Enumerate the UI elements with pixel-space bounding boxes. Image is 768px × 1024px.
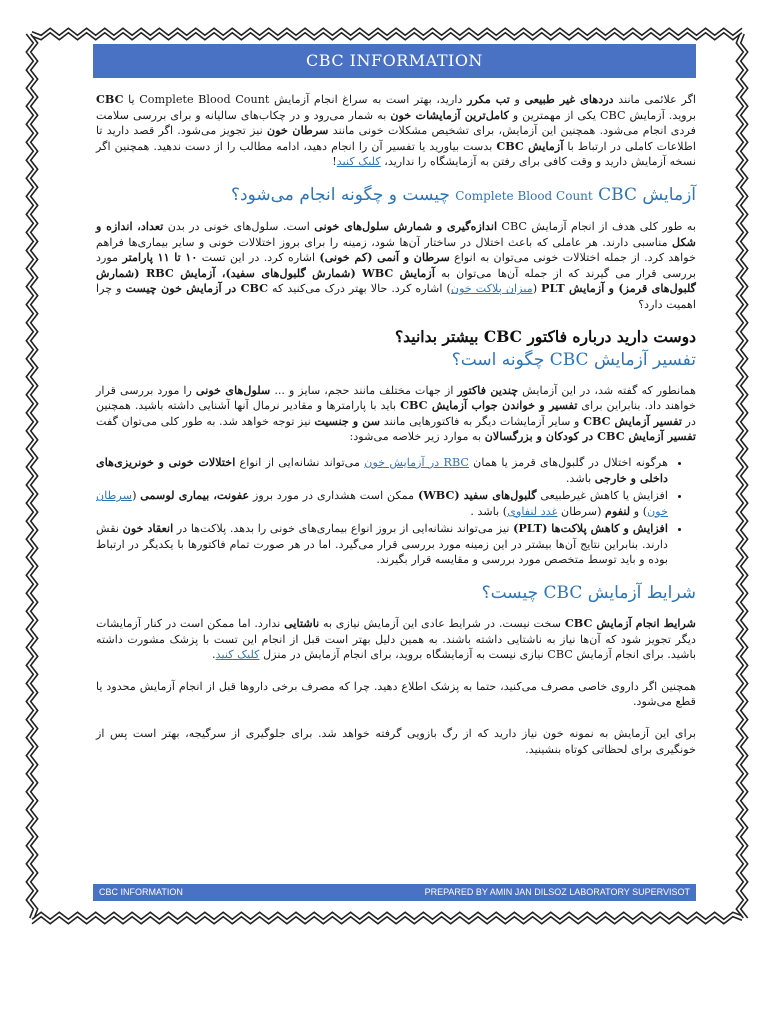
border-stroke (741, 34, 748, 918)
footer-right-text: PREPARED BY AMIN JAN DILSOZ LABORATORY SUPERVISOT (424, 887, 690, 897)
intro-click-link[interactable]: کلیک کنید (336, 155, 381, 169)
section2-paragraph: همانطور که گفته شد، در این آزمایش چندین فاکتور از جهات مختلف مانند حجم، سایز و ... سلول‌های خونی را مورد بررسی قرار خواهند داد. بنابراین برای تفسیر و خواندن جواب آزمایش CBC باید با پارامترها و مقادیر نرمال آنها آشنایی داشته باشید. همچنین در تفسیر آزمایش CBC و سایر آزمایشات دیگر به فاکتورهایی مانند سن و جنسیت نیز توجه خواهد شد. به طور کلی می‌توان گفت تفسیر آزمایش CBC در کودکان و بزرگسالان به موارد زیر خلاصه می‌شود: (96, 382, 697, 444)
border-stroke (26, 34, 33, 918)
heading-interpretation: تفسیر آزمایش CBC چگونه است؟ (451, 349, 696, 370)
conditions-paragraph-1: شرایط انجام آزمایش CBC سخت نیست. در شرایط عادی این آزمایش نیازی به ناشتایی ندارد. اما ممکن است در کنار آزمایشات دیگر تجویز شود که آن‌ها نیاز به ناشتایی داشته باشند. به همین دلیل بهتر است قبل از انجام این تست با پزشک مشورت داشته باشید. برای انجام آزمایش CBC نیازی نیست به آزمایشگاه بروید، برای انجام آزمایش در منزل کلیک کنید. (96, 616, 697, 662)
heading-conditions: شرایط آزمایش CBC چیست؟ (481, 583, 696, 604)
heading-learn-more: دوست دارید درباره فاکتور CBC بیشتر بدانید؟ (394, 326, 696, 346)
interpretation-list (96, 455, 696, 568)
lymph-glands-link[interactable]: غدد لنفاوی (507, 504, 558, 518)
intro-paragraph: اگر علائمی مانند دردهای غیر طبیعی و تب مکرر دارید، بهتر است به سراغ انجام آزمایش Complete Blood Count یا CBC بروید. آزمایش CBC یکی از مهمترین و کامل‌ترین آزمایشات خون به شمار می‌رود و در چکاب‌های سالیانه و برای بررسی سلامت فردی انجام می‌شود. همچنین این آزمایش، برای تشخیص مشکلات خونی مانند سرطان خون نیز تجویز می‌شود. اگر قصد دارید تا اطلاعات کاملی در ارتباط با آزمایش CBC بدست بیاورید یا تفسیر آن را انجام دهید، ادامه مطالب را از دست ندهید. همچنین اگر نسخه آزمایش دارید و وقت کافی برای رفتن به آزمایشگاه را ندارید، کلیک کنید! (96, 92, 697, 169)
blood-cancer-link[interactable]: سرطان خون (96, 489, 668, 518)
section1-paragraph: به طور کلی هدف از انجام آزمایش CBC اندازه‌گیری و شمارش سلول‌های خونی است. سلول‌های خونی در بدن تعداد، اندازه و شکل مناسبی دارند. هر عاملی که باعث اختلال در ساختار آن‌ها شود، زمینه را برای بروز اختلالات خونی و سایر بیماری‌ها فراهم خواهد کرد. از جمله اختلالات خونی می‌توان به انواع سرطان و آنمی (کم خونی) اشاره کرد. در این تست ۱۰ تا ۱۱ پارامتر مورد بررسی قرار می گیرند که از جمله آن‌ها می‌توان به آزمایش WBC (شمارش گلبول‌های سفید)، آزمایش RBC (شمارش گلبول‌های قرمز) و آزمایش PLT (میزان پلاکت خون) اشاره کرد. حالا بهتر درک می‌کنید که CBC در آزمایش خون چیست و چرا اهمیت دارد؟ (96, 218, 697, 311)
home-test-link[interactable]: کلیک کنید (215, 648, 260, 662)
conditions-paragraph-3: برای این آزمایش به نمونه خون نیاز دارید که از رگ بازویی گرفته خواهد شد. برای جلوگیری از سرگیجه، بهتر است پس از خونگیری برای لحظاتی کوتاه بنشینید. (96, 727, 696, 756)
footer-bar (93, 884, 696, 901)
heading-what-is-cbc: آزمایش CBC Complete Blood Count چیست و چگونه انجام می‌شود؟ (231, 184, 696, 205)
list-item: • افزایش و کاهش پلاکت‌ها (PLT) نیز می‌تواند نشانه‌ایی از بروز انواع بیماری‌های خونی را بدهد. پلاکت‌ها در انعقاد خون نقش دارند. بنابراین نتایج آن‌ها بیشتر در این زمینه مورد بررسی قرار می‌گیرد. اما در هر صورت تمام فاکتورها با یکدیگر در ارتباط بوده و باید توسط متخصص مورد بررسی و مقایسه قرار بگیرند. (96, 521, 668, 568)
document-body (96, 92, 696, 767)
list-item: • هرگونه اختلال در گلبول‌های قرمز یا همان RBC در آزمایش خون می‌تواند نشانه‌ایی از انواع اختلالات خونی و خونریزی‌های داخلی و خارجی باشد. (96, 455, 668, 486)
conditions-paragraph-2: همچنین اگر داروی خاصی مصرف می‌کنید، حتما به پزشک اطلاع دهید. چرا که مصرف برخی داروها قبل از انجام آزمایش محدود یا قطع می‌شود. (96, 679, 696, 709)
list-item: • افزایش یا کاهش غیرطبیعی گلبول‌های سفید (WBC) ممکن است هشداری در مورد بروز عفونت، بیماری لوسمی (سرطان خون) و لنفوم (سرطان غدد لنفاوی) باشد . (96, 488, 668, 519)
page-title: CBC INFORMATION (306, 51, 483, 70)
platelet-link[interactable]: میزان پلاکت خون (450, 282, 533, 296)
rbc-link[interactable]: RBC در آزمایش خون (364, 455, 469, 469)
title-banner (93, 44, 696, 78)
footer-left-text: CBC INFORMATION (99, 887, 183, 897)
